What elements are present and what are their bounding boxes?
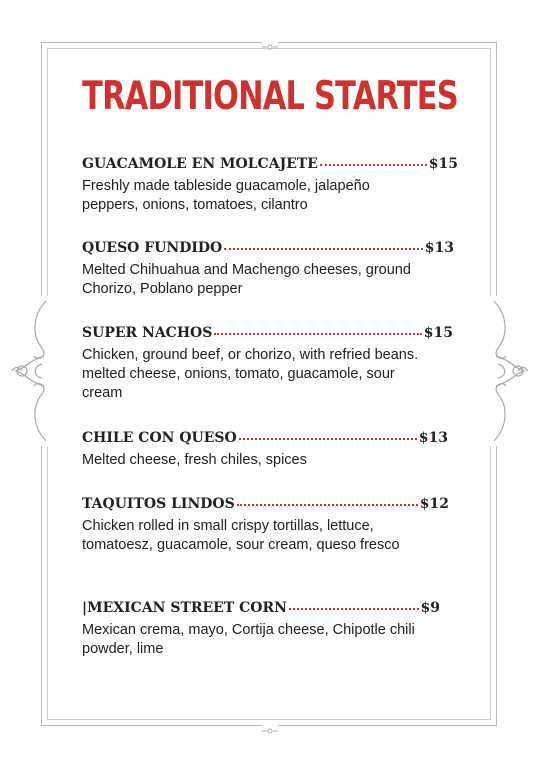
item-price: $13: [424, 240, 454, 256]
item-description: Mexican crema, mayo, Cortija cheese, Chipotle chili powder, lime: [82, 622, 415, 657]
item-description: Melted Chihuahua and Machengo cheeses, ground Chorizo, Poblano pepper: [82, 262, 411, 297]
item-name: |MEXICAN STREET CORN: [82, 600, 287, 616]
item-description: Chicken, ground beef, or chorizo, with refried beans. melted cheese, onions, tomato, guacamole, sour cream: [82, 347, 419, 401]
item-name: CHILE CON QUESO: [82, 430, 237, 446]
menu-item-taquitos-lindos: [82, 496, 449, 555]
menu-item-chile-con-queso: [82, 430, 448, 470]
item-price: $15: [423, 325, 453, 341]
menu-item-queso-fundido: [82, 240, 454, 299]
menu-item-mexican-street-corn: [82, 600, 440, 659]
menu-item-super-nachos: [82, 325, 453, 403]
left-flourish-icon: [8, 296, 54, 446]
item-name: TAQUITOS LINDOS: [82, 496, 235, 512]
item-price: $15: [428, 156, 458, 172]
dot-leader: [214, 333, 421, 335]
menu-item-guacamole: [82, 156, 458, 215]
right-flourish-icon: [486, 296, 532, 446]
item-price: $9: [420, 600, 440, 616]
item-price: $13: [418, 430, 448, 446]
dot-leader: [239, 438, 417, 440]
bottom-ornament: [262, 722, 278, 730]
dot-leader: [237, 504, 418, 506]
item-description: Melted cheese, fresh chiles, spices: [82, 452, 307, 468]
item-price: $12: [419, 496, 449, 512]
dot-leader: [224, 248, 423, 250]
dot-leader: [289, 608, 419, 610]
item-description: Freshly made tableside guacamole, jalapeño peppers, onions, tomatoes, cilantro: [82, 178, 370, 213]
item-name: GUACAMOLE EN MOLCAJETE: [82, 156, 318, 172]
item-description: Chicken rolled in small crispy tortillas, lettuce, tomatoesz, guacamole, sour cream, queso fresco: [82, 518, 400, 553]
menu-title: TRADITIONAL STARTES: [82, 74, 458, 119]
item-name: SUPER NACHOS: [82, 325, 213, 341]
dot-leader: [320, 164, 427, 166]
top-ornament: [262, 38, 278, 46]
item-name: QUESO FUNDIDO: [82, 240, 223, 256]
